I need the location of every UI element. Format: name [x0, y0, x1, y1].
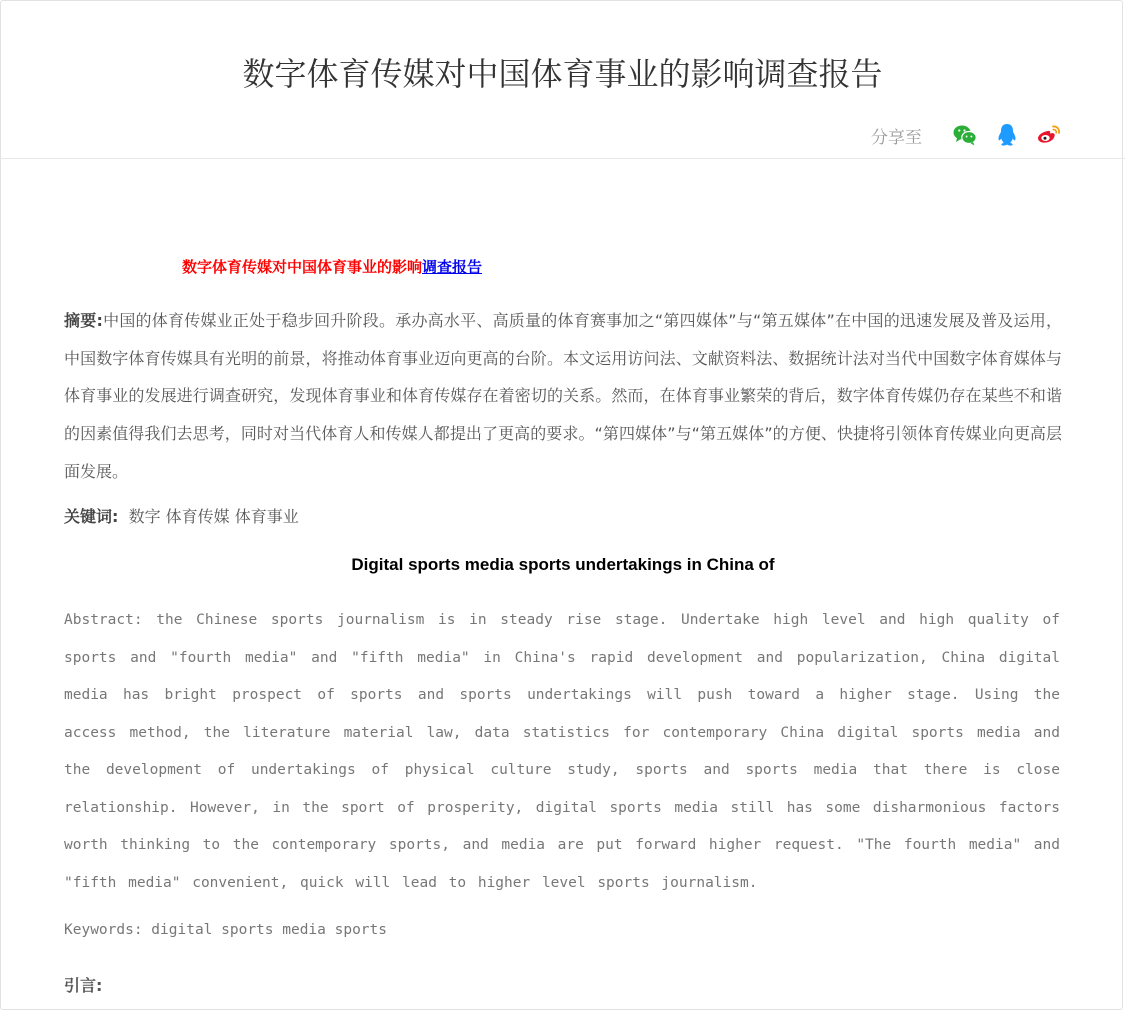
keywords-cn-text: 数字 体育传媒 体育事业	[118, 507, 299, 526]
keywords-chinese	[64, 504, 299, 527]
wechat-icon[interactable]	[952, 122, 978, 148]
share-bar	[871, 120, 1062, 150]
keywords-cn-label: 关键词:	[64, 507, 119, 526]
article-subtitle	[182, 256, 482, 277]
abstract-chinese	[64, 302, 1062, 491]
abstract-cn-text: 中国的体育传媒业正处于稳步回升阶段。承办高水平、高质量的体育赛事加之“第四媒体”与“第五媒体”在中国的迅速发展及普及运用，中国数字体育传媒具有光明的前景，将推动体育事业迈向更高的台阶。本文运用访问法、文献资料法、数据统计法对当代中国数字体育媒体与体育事业的发展进行调查研究，发现体育事业和体育传媒存在着密切的关系。然而，在体育事业繁荣的背后，数字体育传媒仍存在某些不和谐的因素值得我们去思考，同时对当代体育人和传媒人都提出了更高的要求。“第四媒体”与“第五媒体”的方便、快捷将引领体育传媒业向更高层面发展。	[64, 311, 1062, 481]
intro-heading: 引言:	[64, 976, 103, 995]
subtitle-red-text: 数字体育传媒对中国体育事业的影响	[182, 258, 423, 276]
qq-icon[interactable]	[994, 122, 1020, 148]
page-title: 数字体育传媒对中国体育事业的影响调查报告	[242, 55, 883, 93]
abstract-english: Abstract: the Chinese sports journalism is in steady rise stage. Undertake high level and high quality of sports and "fourth media" and "fifth media" in China's rapid development and popularization, China digital media has bright prospect of sports and sports undertakings will push toward a higher stage. Using the access method, the literature material law, data statistics for contemporary China digital sports media and the development of undertakings of physical culture study, sports and sports media that there is close relationship. However, in the sport of prosperity, digital sports media still has some disharmonious factors worth thinking to the contemporary sports, and media are put forward higher request. "The fourth media" and "fifth media" convenient, quick will lead to higher level sports journalism.	[64, 612, 1060, 891]
abstract-cn-label: 摘要:	[64, 311, 103, 330]
article-header	[0, 0, 1125, 159]
report-link[interactable]: 调查报告	[422, 258, 483, 276]
english-title: Digital sports media sports undertakings in China of	[351, 555, 775, 574]
share-label: 分享至	[871, 127, 922, 148]
keywords-english: Keywords: digital sports media sports	[64, 922, 388, 938]
weibo-icon[interactable]	[1036, 122, 1062, 148]
